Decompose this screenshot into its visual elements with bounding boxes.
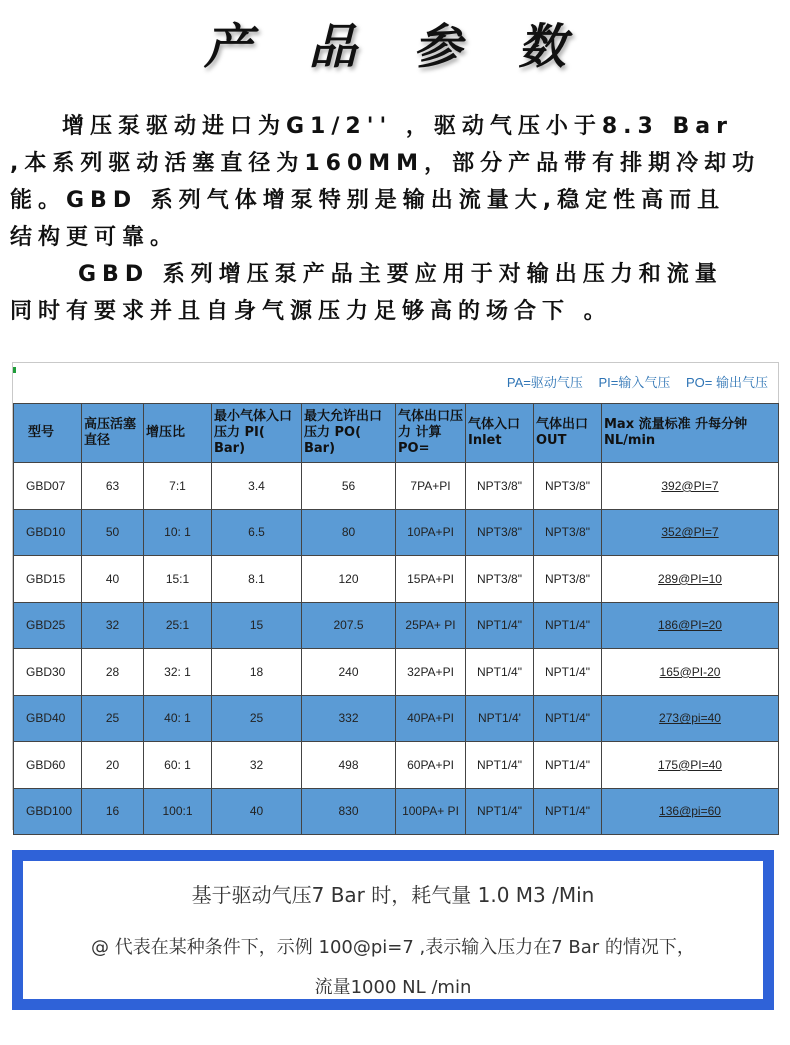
cell-formula: 60PA+PI bbox=[396, 742, 466, 789]
parameter-table bbox=[13, 403, 779, 835]
cell-model: GBD25 bbox=[14, 602, 82, 649]
cell-ratio: 32: 1 bbox=[144, 649, 212, 696]
table-row bbox=[14, 556, 779, 603]
cell-max-outlet: 207.5 bbox=[302, 602, 396, 649]
parameter-table-panel bbox=[12, 362, 779, 830]
cell-max-outlet: 498 bbox=[302, 742, 396, 789]
cell-inlet: NPT3/8" bbox=[466, 509, 534, 556]
cell-max-flow: 136@pi=60 bbox=[602, 788, 779, 835]
cell-max-flow: 186@PI=20 bbox=[602, 602, 779, 649]
cell-piston-diameter: 40 bbox=[82, 556, 144, 603]
cell-max-flow: 175@PI=40 bbox=[602, 742, 779, 789]
cell-ratio: 25:1 bbox=[144, 602, 212, 649]
cell-min-inlet: 25 bbox=[212, 695, 302, 742]
cell-inlet: NPT1/4" bbox=[466, 602, 534, 649]
cell-formula: 100PA+ PI bbox=[396, 788, 466, 835]
cell-ratio: 60: 1 bbox=[144, 742, 212, 789]
cell-max-flow: 289@PI=10 bbox=[602, 556, 779, 603]
legend-pa: PA=驱动气压 bbox=[506, 375, 583, 390]
cell-formula: 32PA+PI bbox=[396, 649, 466, 696]
table-row bbox=[14, 602, 779, 649]
cell-max-flow: 273@pi=40 bbox=[602, 695, 779, 742]
cell-model: GBD10 bbox=[14, 509, 82, 556]
cell-min-inlet: 6.5 bbox=[212, 509, 302, 556]
cell-ratio: 7:1 bbox=[144, 463, 212, 510]
intro-line: ,本系列驱动活塞直径为160MM，部分产品带有排期冷却功 bbox=[10, 151, 761, 176]
page-title: 产 品 参 数 bbox=[203, 19, 587, 75]
cell-max-flow: 165@PI-20 bbox=[602, 649, 779, 696]
cell-min-inlet: 15 bbox=[212, 602, 302, 649]
cell-max-outlet: 830 bbox=[302, 788, 396, 835]
cell-formula: 25PA+ PI bbox=[396, 602, 466, 649]
cell-model: GBD100 bbox=[14, 788, 82, 835]
cell-inlet: NPT1/4" bbox=[466, 788, 534, 835]
cell-outlet: NPT3/8" bbox=[534, 556, 602, 603]
cell-ratio: 10: 1 bbox=[144, 509, 212, 556]
cell-piston-diameter: 50 bbox=[82, 509, 144, 556]
cell-max-outlet: 240 bbox=[302, 649, 396, 696]
intro-paragraph bbox=[10, 108, 780, 330]
note-line: 流量1000 NL /min bbox=[314, 977, 472, 998]
table-row bbox=[14, 695, 779, 742]
cell-max-outlet: 80 bbox=[302, 509, 396, 556]
table-header-row bbox=[14, 404, 779, 463]
table-row bbox=[14, 649, 779, 696]
intro-line: 能。GBD 系列气体增泵特别是输出流量大,稳定性高而且 bbox=[10, 188, 726, 213]
legend-pi: PI=输入气压 bbox=[598, 375, 671, 390]
intro-line: GBD 系列增压泵产品主要应用于对输出压力和流量 bbox=[78, 262, 723, 287]
cell-outlet: NPT1/4" bbox=[534, 649, 602, 696]
cell-max-outlet: 56 bbox=[302, 463, 396, 510]
cell-formula: 7PA+PI bbox=[396, 463, 466, 510]
table-row bbox=[14, 742, 779, 789]
header-outlet-formula: 气体出口压力 计算PO= bbox=[396, 404, 466, 463]
cell-model: GBD60 bbox=[14, 742, 82, 789]
header-piston-diameter: 高压活塞直径 bbox=[82, 404, 144, 463]
cell-piston-diameter: 16 bbox=[82, 788, 144, 835]
cell-outlet: NPT1/4" bbox=[534, 788, 602, 835]
cell-ratio: 40: 1 bbox=[144, 695, 212, 742]
cell-formula: 15PA+PI bbox=[396, 556, 466, 603]
cell-model: GBD15 bbox=[14, 556, 82, 603]
corner-marker bbox=[13, 367, 16, 373]
table-row bbox=[14, 509, 779, 556]
cell-outlet: NPT1/4" bbox=[534, 695, 602, 742]
header-max-flow: Max 流量标准 升每分钟 NL/min bbox=[602, 404, 779, 463]
cell-model: GBD07 bbox=[14, 463, 82, 510]
cell-formula: 10PA+PI bbox=[396, 509, 466, 556]
note-explanation bbox=[23, 908, 763, 1008]
cell-ratio: 15:1 bbox=[144, 556, 212, 603]
cell-max-outlet: 332 bbox=[302, 695, 396, 742]
cell-min-inlet: 32 bbox=[212, 742, 302, 789]
cell-model: GBD40 bbox=[14, 695, 82, 742]
intro-line: 同时有要求并且自身气源压力足够高的场合下 。 bbox=[10, 299, 612, 324]
table-legend bbox=[13, 363, 778, 403]
note-box bbox=[12, 850, 774, 1010]
header-outlet: 气体出口 OUT bbox=[534, 404, 602, 463]
intro-line: 结构更可靠。 bbox=[10, 225, 179, 250]
legend-po: PO= 输出气压 bbox=[686, 375, 768, 390]
intro-line: 增压泵驱动进口为G1/2'' ，驱动气压小于8.3 Bar bbox=[62, 114, 733, 139]
cell-model: GBD30 bbox=[14, 649, 82, 696]
note-line: @ 代表在某种条件下，示例 100@pi=7 ,表示输入压力在7 Bar 的情况下， bbox=[91, 937, 695, 958]
table-row bbox=[14, 788, 779, 835]
cell-max-flow: 392@PI=7 bbox=[602, 463, 779, 510]
header-ratio: 增压比 bbox=[144, 404, 212, 463]
cell-outlet: NPT3/8" bbox=[534, 463, 602, 510]
cell-piston-diameter: 32 bbox=[82, 602, 144, 649]
cell-piston-diameter: 25 bbox=[82, 695, 144, 742]
cell-ratio: 100:1 bbox=[144, 788, 212, 835]
table-row bbox=[14, 463, 779, 510]
cell-min-inlet: 3.4 bbox=[212, 463, 302, 510]
cell-inlet: NPT3/8" bbox=[466, 556, 534, 603]
cell-piston-diameter: 63 bbox=[82, 463, 144, 510]
cell-max-outlet: 120 bbox=[302, 556, 396, 603]
cell-min-inlet: 18 bbox=[212, 649, 302, 696]
header-model: 型号 bbox=[14, 404, 82, 463]
cell-inlet: NPT1/4" bbox=[466, 742, 534, 789]
cell-outlet: NPT1/4" bbox=[534, 602, 602, 649]
header-inlet: 气体入口 Inlet bbox=[466, 404, 534, 463]
cell-max-flow: 352@PI=7 bbox=[602, 509, 779, 556]
cell-outlet: NPT3/8" bbox=[534, 509, 602, 556]
header-min-inlet-pressure: 最小气体入口压力 PI( Bar) bbox=[212, 404, 302, 463]
cell-piston-diameter: 20 bbox=[82, 742, 144, 789]
note-consumption: 基于驱动气压7 Bar 时，耗气量 1.0 M3 /Min bbox=[191, 883, 595, 907]
cell-piston-diameter: 28 bbox=[82, 649, 144, 696]
cell-min-inlet: 8.1 bbox=[212, 556, 302, 603]
cell-inlet: NPT1/4" bbox=[466, 649, 534, 696]
header-max-outlet-pressure: 最大允许出口压力 PO( Bar) bbox=[302, 404, 396, 463]
cell-formula: 40PA+PI bbox=[396, 695, 466, 742]
cell-inlet: NPT1/4' bbox=[466, 695, 534, 742]
cell-outlet: NPT1/4" bbox=[534, 742, 602, 789]
cell-inlet: NPT3/8" bbox=[466, 463, 534, 510]
note-inner-frame bbox=[20, 858, 766, 1002]
cell-min-inlet: 40 bbox=[212, 788, 302, 835]
